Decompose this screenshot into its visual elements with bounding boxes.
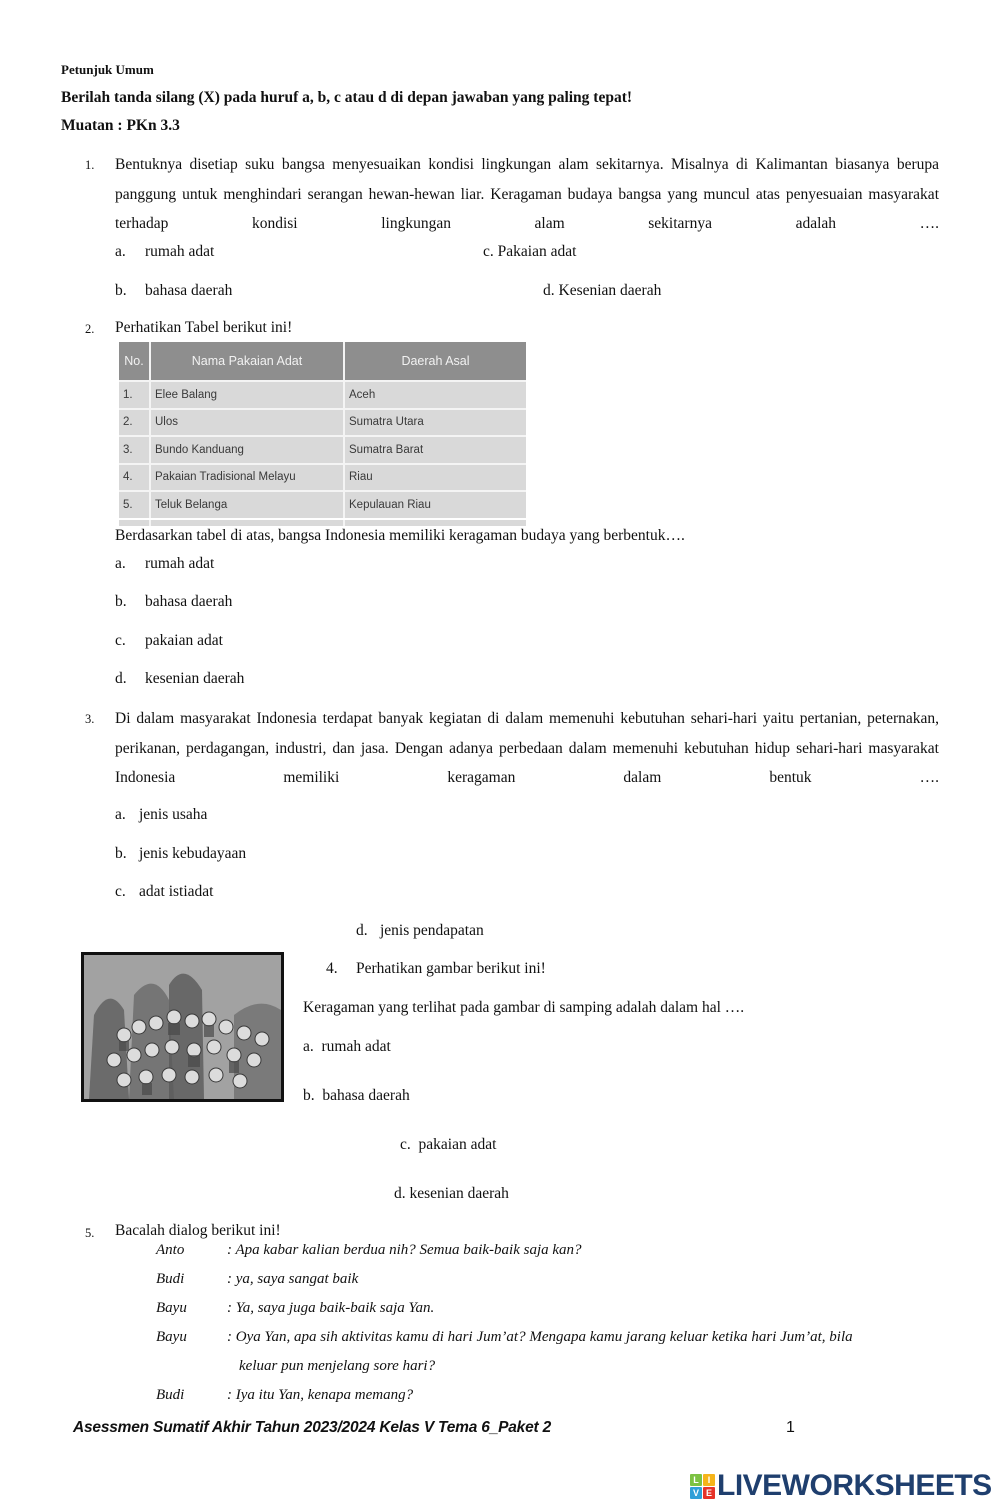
- option-d[interactable]: d. jenis pendapatan: [356, 922, 484, 939]
- column-header: No.: [119, 342, 151, 380]
- question-intro: Bacalah dialog berikut ini!: [115, 1222, 281, 1239]
- question-number: 5.: [85, 1226, 95, 1240]
- option-a[interactable]: a. rumah adat: [115, 243, 215, 260]
- option-c[interactable]: c. Pakaian adat: [483, 243, 577, 260]
- option-d[interactable]: d. Kesenian daerah: [543, 282, 662, 299]
- crowd-costume-illustration: [81, 952, 284, 1102]
- question-text: Keragaman yang terlihat pada gambar di samping adalah dalam hal ….: [303, 999, 745, 1016]
- option-d[interactable]: d. kesenian daerah: [394, 1185, 509, 1202]
- page-number: 1: [786, 1419, 795, 1436]
- table-row: 5. Teluk Belanga Kepulauan Riau: [119, 492, 526, 518]
- question-intro: Perhatikan Tabel berikut ini!: [115, 319, 293, 336]
- footer-title: Asessmen Sumatif Akhir Tahun 2023/2024 Kelas V Tema 6_Paket 2: [73, 1419, 552, 1436]
- dialogue-text: : Iya itu Yan, kenapa memang?: [227, 1387, 414, 1403]
- table-header-row: [119, 342, 526, 380]
- question-number: 1.: [85, 158, 95, 172]
- instruction-text: Berilah tanda silang (X) pada huruf a, b, c atau d di depan jawaban yang paling tepat!: [61, 89, 633, 106]
- option-a[interactable]: a. rumah adat: [115, 555, 215, 572]
- speaker-name: Bayu: [156, 1300, 187, 1316]
- table-row: 3. Bundo Kanduang Sumatra Barat: [119, 437, 526, 463]
- option-c[interactable]: c. pakaian adat: [115, 632, 223, 649]
- question-text: Berdasarkan tabel di atas, bangsa Indonesia memiliki keragaman budaya yang berbentuk….: [115, 527, 685, 544]
- subject-label: Muatan : PKn 3.3: [61, 117, 180, 134]
- option-b[interactable]: b. bahasa daerah: [115, 282, 233, 299]
- table-row: 4. Pakaian Tradisional Melayu Riau: [119, 465, 526, 491]
- question-text: Bentuknya disetiap suku bangsa menyesuaikan kondisi lingkungan alam sekitarnya. Misalnya di Kalimantan biasanya berupa panggung untuk menghindari serangan hewan-hewan liar. Keragaman budaya bangsa yang muncul atas penyesuaian masyarakat terhadap kondisi lingkungan alam sekitarnya adalah ….: [115, 156, 939, 232]
- liveworksheets-logo[interactable]: [690, 1470, 992, 1502]
- option-c[interactable]: c. adat istiadat: [115, 883, 214, 900]
- speaker-name: Bayu: [156, 1329, 187, 1345]
- question-text: Di dalam masyarakat Indonesia terdapat banyak kegiatan di dalam memenuhi kebutuhan sehari-hari yaitu pertanian, peternakan, perikanan, perdagangan, industri, dan jasa. Dengan adanya perbedaan dalam memenuhi kebutuhan hidup sehari-hari masyarakat Indonesia memiliki keragaman dalam bentuk ….: [115, 710, 939, 786]
- question-number: 2.: [85, 322, 95, 336]
- option-c[interactable]: c. pakaian adat: [400, 1136, 497, 1153]
- speaker-name: Budi: [156, 1271, 185, 1287]
- option-a[interactable]: a. rumah adat: [303, 1038, 391, 1055]
- question-number: 3.: [85, 712, 95, 726]
- speaker-name: Anto: [156, 1242, 185, 1258]
- costume-table: [119, 342, 526, 514]
- section-label: Petunjuk Umum: [61, 62, 154, 77]
- option-b[interactable]: b. bahasa daerah: [303, 1087, 410, 1104]
- option-d[interactable]: d. kesenian daerah: [115, 670, 245, 687]
- option-b[interactable]: b. bahasa daerah: [115, 593, 233, 610]
- speaker-name: Budi: [156, 1387, 185, 1403]
- question-intro: 4. Perhatikan gambar berikut ini!: [326, 960, 546, 977]
- column-header: Daerah Asal: [345, 342, 526, 380]
- option-b[interactable]: b. jenis kebudayaan: [115, 845, 247, 862]
- dialogue-text: : Ya, saya juga baik-baik saja Yan.: [227, 1300, 435, 1316]
- table-row: 1. Elee Balang Aceh: [119, 382, 526, 408]
- dialogue-text: : Apa kabar kalian berdua nih? Semua baik-baik saja kan?: [227, 1242, 582, 1258]
- column-header: Nama Pakaian Adat: [151, 342, 345, 380]
- dialogue-continuation: keluar pun menjelang sore hari?: [239, 1358, 436, 1374]
- option-a[interactable]: a. jenis usaha: [115, 806, 208, 823]
- table-row: 2. Ulos Sumatra Utara: [119, 410, 526, 436]
- dialogue-text: : Oya Yan, apa sih aktivitas kamu di hari Jum’at? Mengapa kamu jarang keluar ketika hari Jum’at, bila: [227, 1329, 853, 1345]
- logo-text: LIVEWORKSHEETS: [717, 1469, 992, 1502]
- logo-tiles-icon: L I V E: [690, 1474, 715, 1499]
- dialogue-text: : ya, saya sangat baik: [227, 1271, 359, 1287]
